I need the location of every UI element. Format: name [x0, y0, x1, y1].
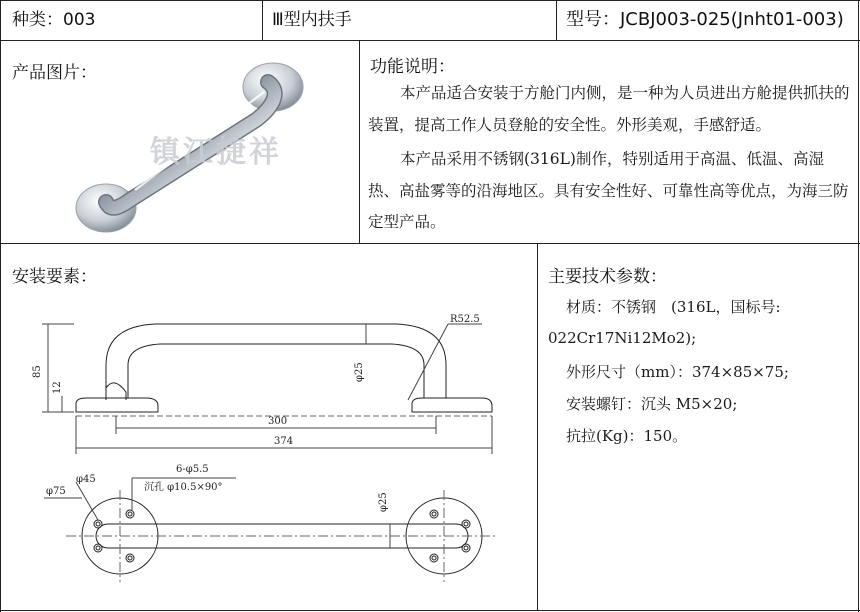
border-right	[858, 0, 859, 612]
dim-total: 374	[274, 436, 294, 447]
product-image-title: 产品图片：	[12, 63, 97, 83]
installation-title: 安装要素：	[12, 267, 97, 287]
dim-inner: 300	[268, 416, 288, 427]
param-pull: 抗拉(Kg)：150。	[566, 427, 688, 445]
function-paragraph-1: 本产品适合安装于方舱门内侧，是一种为人员进出方舱提供抓扶的装置，提高工作人员登舱的安全性。外形美观，手感舒适。	[368, 84, 850, 134]
param-size: 外形尺寸（mm）：374×85×75;	[566, 363, 789, 381]
dim-dia-side: φ25	[354, 362, 365, 382]
border-bottom	[0, 610, 860, 611]
technical-drawing	[32, 300, 536, 608]
param-screw: 安装螺钉：沉头 M5×20;	[566, 395, 738, 413]
border-left	[0, 0, 1, 612]
side-view	[42, 324, 492, 454]
watermark: 镇江捷祥	[150, 135, 282, 170]
divider-upper	[359, 40, 360, 243]
param-material-grade: 022Cr17Ni12Mo2);	[548, 329, 697, 347]
divider-header-2	[556, 0, 557, 40]
dim-holes: 6-φ5.5	[176, 464, 209, 475]
product-name: Ⅲ型内扶手	[272, 10, 352, 30]
dim-dia-top: φ25	[378, 492, 389, 512]
dim-height: 85	[32, 365, 43, 378]
dim-base: 12	[52, 381, 63, 394]
function-title: 功能说明：	[370, 57, 455, 77]
divider-lower	[537, 243, 538, 610]
dim-radius: R52.5	[450, 314, 480, 325]
param-material: 材质：不锈钢 (316L，国标号:	[566, 298, 781, 316]
product-photo	[60, 50, 320, 240]
top-view	[44, 478, 498, 582]
model-number: 型号：JCBJ003-025(Jnht01-003)	[566, 9, 844, 30]
divider-header-1	[262, 0, 263, 40]
category-label: 种类：003	[12, 10, 96, 30]
function-paragraph-2: 本产品采用不锈钢(316L)制作，特别适用于高温、低温、高湿热、高盐雾等的沿海地区。具有安全性好、可靠性高等优点，为海三防定型产品。	[368, 150, 849, 231]
params-title: 主要技术参数：	[548, 267, 667, 287]
divider-header	[0, 40, 860, 41]
dim-flange: φ75	[46, 486, 66, 497]
dim-bolt-circle: φ45	[76, 474, 96, 485]
divider-middle	[0, 243, 860, 244]
dim-countersink: 沉孔 φ10.5×90°	[144, 482, 223, 493]
